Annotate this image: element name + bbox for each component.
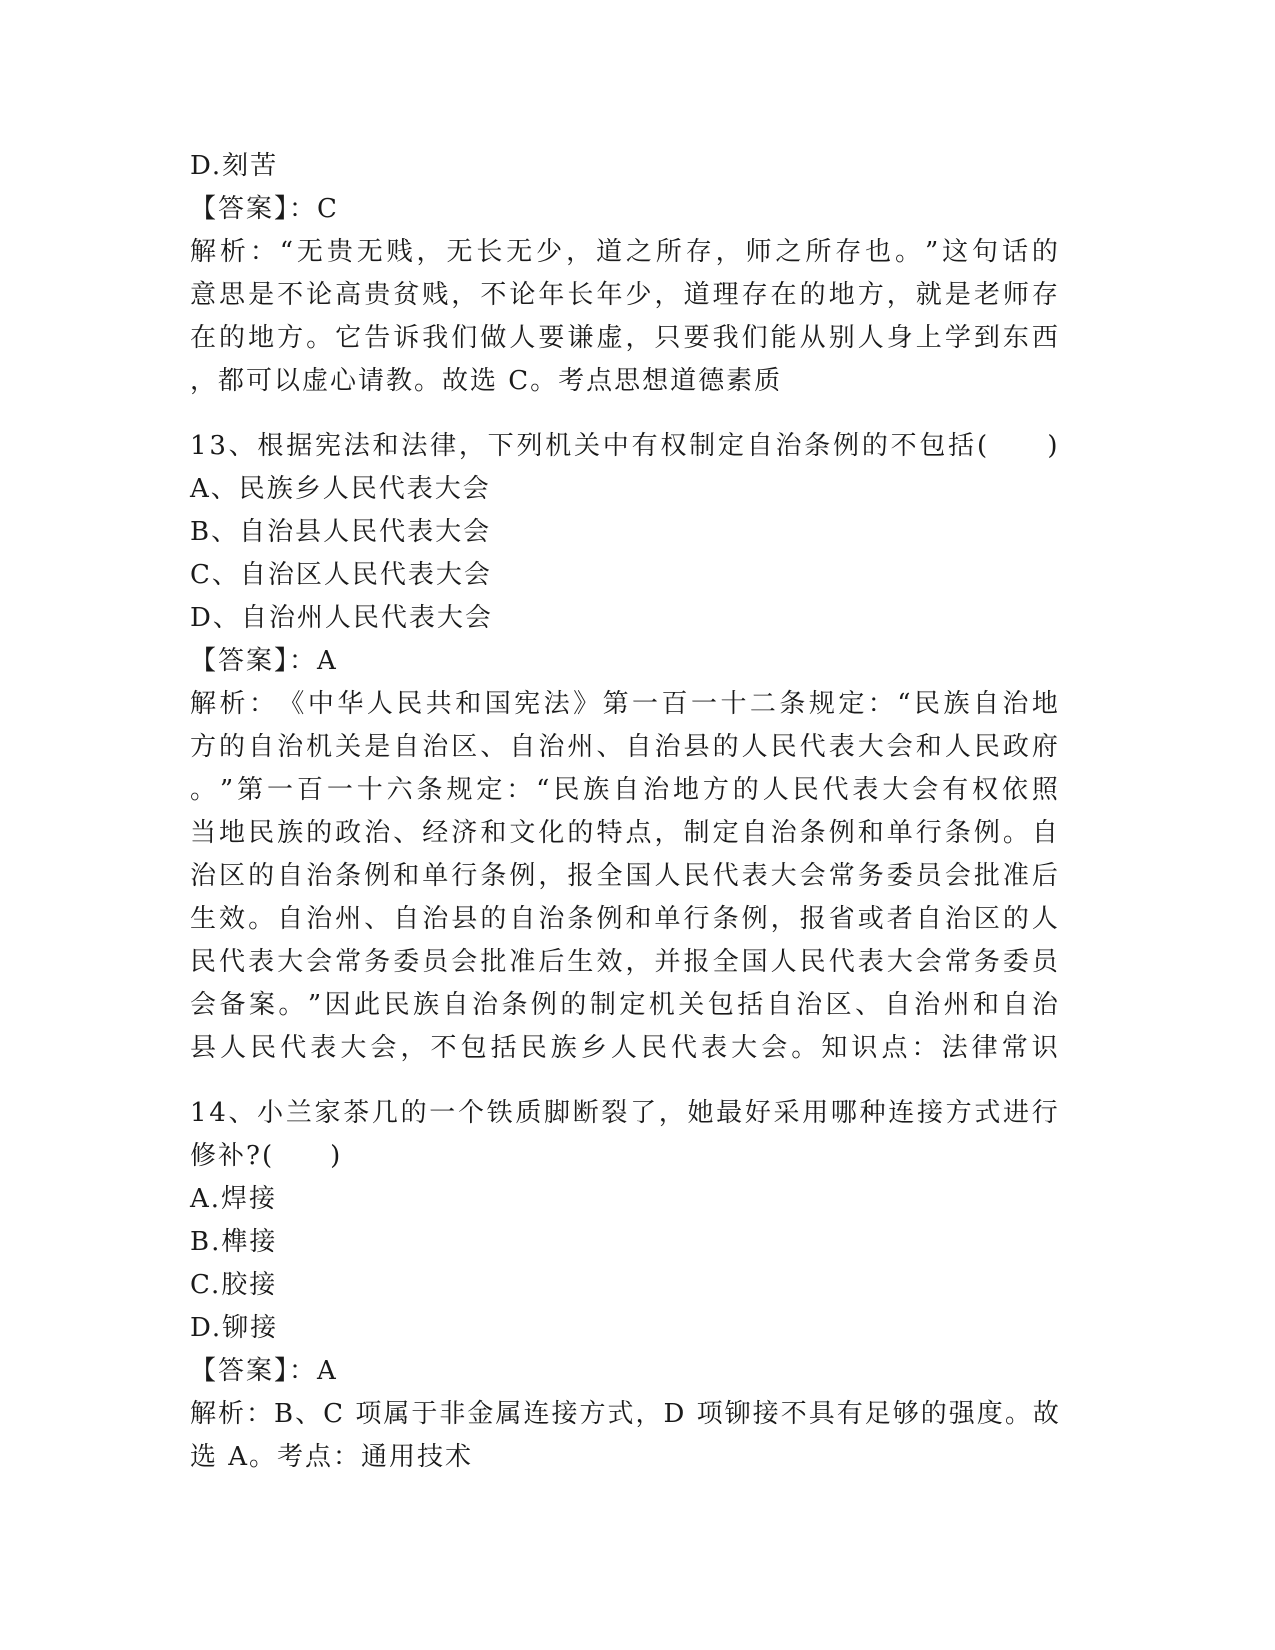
q12-analysis-line: ，都可以虚心请教。故选 C。考点思想道德素质 <box>190 366 783 396</box>
q14-analysis-line: 解 析 ： B 、 C 项 属 于 非 金 属 连 接 方 式 ， D 项 铆 接 不 具 有 足 够 的 强 度 。 故 <box>190 1399 1061 1429</box>
q14-answer: 【答案】：A <box>190 1356 338 1386</box>
q14-option-c: C.胶接 <box>190 1270 278 1300</box>
q13-analysis-line: 解 析 ： 《 中 华 人 民 共 和 国 宪 法 》 第 一 百 一 十 二 条 规 定 ： “ 民 族 自 治 地 <box>190 689 1060 719</box>
q13-option-b: B、自治县人民代表大会 <box>190 517 492 547</box>
q12-option-d: D.刻苦 <box>190 151 279 181</box>
q12-analysis-line: 解 析 ： “ 无 贵 无 贱 ， 无 长 无 少 ， 道 之 所 存 ， 师 之 所 存 也 。 ” 这 句 话 的 <box>190 237 1060 267</box>
document-page <box>190 145 1060 1479</box>
q13-analysis-line: 生 效 。 自 治 州 、 自 治 县 的 自 治 条 例 和 单 行 条 例 ， 报 省 或 者 自 治 区 的 人 <box>190 904 1060 934</box>
q13-option-d: D、自治州人民代表大会 <box>190 603 493 633</box>
q13-analysis-line: 会 备 案 。 ” 因 此 民 族 自 治 条 例 的 制 定 机 关 包 括 自 治 区 、 自 治 州 和 自 治 <box>190 990 1060 1020</box>
q13-analysis-line: 县 人 民 代 表 大 会 ， 不 包 括 民 族 乡 人 民 代 表 大 会 。 知 识 点 ： 法 律 常 识 <box>190 1033 1060 1063</box>
q13-option-c: C、自治区人民代表大会 <box>190 560 492 590</box>
q14-analysis-line: 选 A。考点：通用技术 <box>190 1442 474 1472</box>
q12-answer: 【答案】：C <box>190 194 339 224</box>
q13-option-a: A、民族乡人民代表大会 <box>190 474 491 504</box>
q13-analysis-line: 。 ” 第 一 百 一 十 六 条 规 定 ： “ 民 族 自 治 地 方 的 人 民 代 表 大 会 有 权 依 照 <box>190 775 1060 805</box>
q12-analysis-line: 在 的 地 方 。 它 告 诉 我 们 做 人 要 谦 虚 ， 只 要 我 们 能 从 别 人 身 上 学 到 东 西 <box>190 323 1060 353</box>
q13-answer: 【答案】：A <box>190 646 338 676</box>
q13-analysis-line: 治 区 的 自 治 条 例 和 单 行 条 例 ， 报 全 国 人 民 代 表 大 会 常 务 委 员 会 批 准 后 <box>190 861 1060 891</box>
q13-question: 1 3 、 根 据 宪 法 和 法 律 ， 下 列 机 关 中 有 权 制 定 自 治 条 例 的 不 包 括 ( ) <box>190 431 1060 461</box>
q12-analysis-line: 意 思 是 不 论 高 贵 贫 贱 ， 不 论 年 长 年 少 ， 道 理 存 在 的 地 方 ， 就 是 老 师 存 <box>190 280 1060 310</box>
q14-question: 修补?( ) <box>190 1141 343 1171</box>
q13-analysis-line: 当 地 民 族 的 政 治 、 经 济 和 文 化 的 特 点 ， 制 定 自 治 条 例 和 单 行 条 例 。 自 <box>190 818 1060 848</box>
q14-question: 1 4 、 小 兰 家 茶 几 的 一 个 铁 质 脚 断 裂 了 ， 她 最 好 采 用 哪 种 连 接 方 式 进 行 <box>190 1098 1060 1128</box>
q13-analysis-line: 方 的 自 治 机 关 是 自 治 区 、 自 治 州 、 自 治 县 的 人 民 代 表 大 会 和 人 民 政 府 <box>190 732 1060 762</box>
q14-option-b: B.榫接 <box>190 1227 278 1257</box>
q13-analysis-line: 民 代 表 大 会 常 务 委 员 会 批 准 后 生 效 ， 并 报 全 国 人 民 代 表 大 会 常 务 委 员 <box>190 947 1060 977</box>
q14-option-d: D.铆接 <box>190 1313 279 1343</box>
q14-option-a: A.焊接 <box>190 1184 278 1214</box>
